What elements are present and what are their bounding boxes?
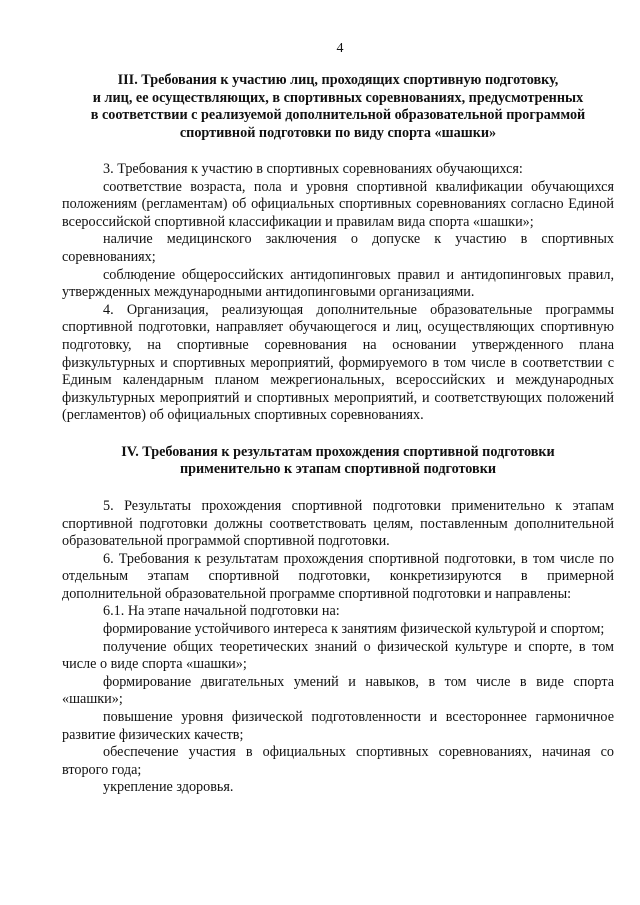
- section-3-heading-line: и лиц, ее осуществляющих, в спортивных соревнованиях, предусмотренных: [92, 89, 584, 106]
- section-3-heading: [62, 72, 614, 142]
- paragraph-antidoping-rules: соблюдение общероссийских антидопинговых правил и антидопинговых правил, утвержденных международными антидопинговыми организациями.: [62, 266, 614, 301]
- paragraph-theoretical-knowledge: получение общих теоретических знаний о физической культуре и спорте, в том числе о виде спорта «шашки»;: [62, 638, 614, 673]
- section-3-heading-line: спортивной подготовки по виду спорта «шашки»: [179, 124, 497, 141]
- section-4-heading-line: IV. Требования к результатам прохождения спортивной подготовки: [121, 443, 555, 460]
- paragraph-age-gender-compliance: соответствие возраста, пола и уровня спортивной квалификации обучающихся положениям (регламентам) об официальных спортивных соревнованиях согласно Единой всероссийской спортивной классификации и правилам вида спорта «шашки»;: [62, 178, 614, 230]
- paragraph-health-strengthening: укрепление здоровья.: [103, 779, 234, 796]
- paragraph-competition-participation: обеспечение участия в официальных спортивных соревнованиях, начиная со второго года;: [62, 744, 614, 778]
- section-3-heading-line: в соответствии с реализуемой дополнительной образовательной программой: [90, 107, 586, 123]
- paragraph-motor-skills: формирование двигательных умений и навыков, в том числе в виде спорта «шашки»;: [62, 673, 614, 708]
- section-4-heading: [62, 444, 614, 479]
- paragraph-item-6: 6. Требования к результатам прохождения спортивной подготовки, в том числе по отдельным этапам спортивной подготовки, конкретизируются в примерной дополнительной образовательной программе спортивной подготовки и направлены:: [62, 550, 614, 602]
- paragraph-item-4: 4. Организация, реализующая дополнительные образовательные программы спортивной подготовки, направляет обучающегося и лиц, осуществляющих спортивную подготовку, на спортивные соревнования на основании утвержденного плана физкультурных и спортивных мероприятий, формируемого в том числе в соответствии с Единым календарным планом межрегиональных, всероссийских и международных физкультурных мероприятий и спортивных мероприятий, и соответствующих положений (регламентов) об официальных спортивных соревнованиях.: [62, 301, 614, 424]
- page-number: 4: [336, 41, 344, 56]
- paragraph-physical-fitness: повышение уровня физической подготовленности и всестороннее гармоничное развитие физических качеств;: [62, 709, 614, 743]
- paragraph-item-3: 3. Требования к участию в спортивных соревнованиях обучающихся:: [103, 161, 523, 177]
- document-page: [62, 40, 614, 797]
- paragraph-sustained-interest: формирование устойчивого интереса к занятиям физической культурой и спортом;: [103, 621, 605, 638]
- paragraph-item-5: 5. Результаты прохождения спортивной подготовки применительно к этапам спортивной подготовки должны соответствовать целям, поставленным дополнительной образовательной программой спортивной подготовки.: [62, 497, 614, 550]
- section-4-heading-line: применительно к этапам спортивной подготовки: [179, 461, 497, 478]
- paragraph-medical-certificate: наличие медицинского заключения о допуске к участию в спортивных соревнованиях;: [62, 231, 614, 265]
- paragraph-item-6-1: 6.1. На этапе начальной подготовки на:: [103, 603, 340, 620]
- section-3-heading-line: III. Требования к участию лиц, проходящих спортивную подготовку,: [117, 72, 559, 88]
